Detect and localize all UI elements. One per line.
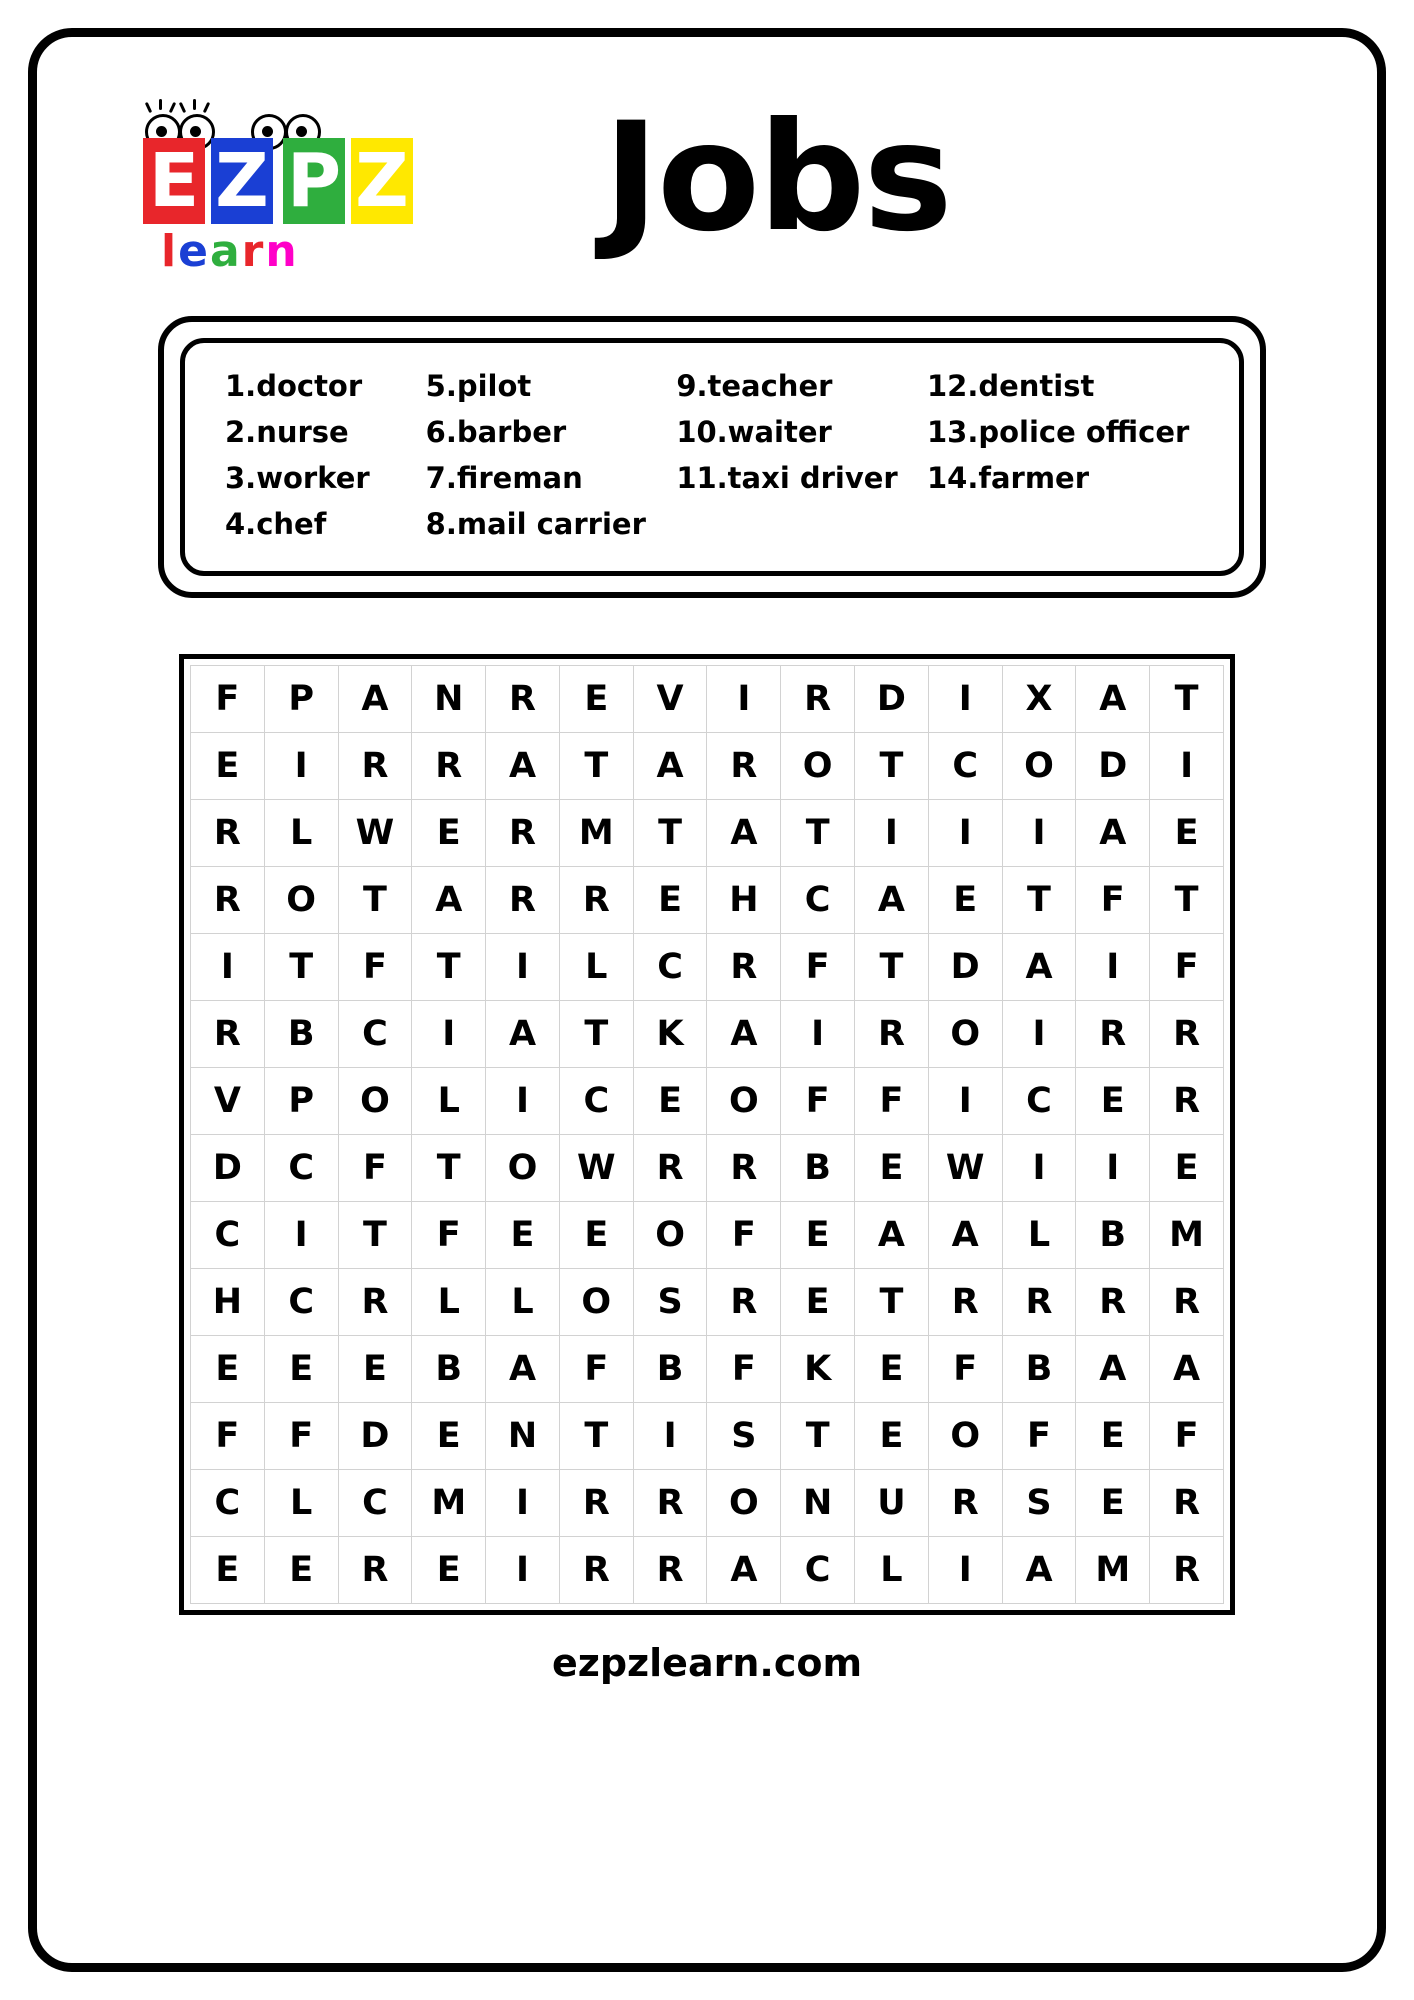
grid-cell[interactable]: R	[191, 867, 265, 934]
grid-cell[interactable]: L	[412, 1269, 486, 1336]
grid-cell[interactable]: D	[1076, 733, 1150, 800]
grid-cell[interactable]: R	[781, 666, 855, 733]
page-title: Jobs	[603, 91, 951, 265]
grid-cell[interactable]: C	[338, 1001, 412, 1068]
grid-cell[interactable]: I	[486, 1068, 560, 1135]
grid-row	[191, 1269, 1224, 1336]
grid-cell[interactable]: L	[486, 1269, 560, 1336]
grid-cell[interactable]: A	[338, 666, 412, 733]
grid-cell[interactable]: I	[1002, 1001, 1076, 1068]
grid-cell[interactable]: F	[559, 1336, 633, 1403]
grid-cell[interactable]: R	[1150, 1269, 1224, 1336]
grid-cell[interactable]: V	[191, 1068, 265, 1135]
grid-cell[interactable]: E	[1150, 800, 1224, 867]
grid-cell[interactable]: C	[338, 1470, 412, 1537]
grid-cell[interactable]: O	[264, 867, 338, 934]
grid-cell[interactable]: M	[559, 800, 633, 867]
grid-cell[interactable]: I	[191, 934, 265, 1001]
grid-cell[interactable]: T	[412, 1135, 486, 1202]
grid-cell[interactable]: R	[707, 1269, 781, 1336]
grid-cell[interactable]: A	[1076, 666, 1150, 733]
wordlist-inner	[180, 338, 1244, 576]
grid-cell[interactable]: O	[928, 1001, 1002, 1068]
grid-cell[interactable]: A	[1076, 1336, 1150, 1403]
grid-cell[interactable]: C	[191, 1202, 265, 1269]
wordlist-column-4	[927, 367, 1217, 543]
logo-letter-p: P	[283, 138, 345, 224]
grid-cell[interactable]: A	[412, 867, 486, 934]
grid-cell[interactable]: R	[1150, 1001, 1224, 1068]
grid-cell[interactable]: T	[559, 733, 633, 800]
grid-cell[interactable]: T	[1002, 867, 1076, 934]
grid-cell[interactable]: A	[928, 1202, 1002, 1269]
grid-cell[interactable]: R	[633, 1470, 707, 1537]
grid-cell[interactable]: F	[855, 1068, 929, 1135]
wordlist-item: 3.worker	[225, 461, 370, 495]
wordlist-column-1	[207, 367, 425, 543]
grid-cell[interactable]: R	[412, 733, 486, 800]
grid-cell[interactable]: M	[412, 1470, 486, 1537]
grid-cell[interactable]: E	[781, 1269, 855, 1336]
grid-cell[interactable]: B	[1002, 1336, 1076, 1403]
grid-cell[interactable]: C	[191, 1470, 265, 1537]
grid-cell[interactable]: R	[1076, 1269, 1150, 1336]
grid-cell[interactable]: E	[1076, 1068, 1150, 1135]
grid-cell[interactable]: A	[707, 1001, 781, 1068]
grid-cell[interactable]: O	[707, 1068, 781, 1135]
header	[88, 68, 1326, 298]
grid-cell[interactable]: B	[781, 1135, 855, 1202]
grid-cell[interactable]: A	[633, 733, 707, 800]
wordlist-item: 9.teacher	[676, 369, 833, 403]
grid-cell[interactable]: E	[412, 1537, 486, 1604]
wordlist-column-3	[676, 367, 926, 543]
grid-cell[interactable]: R	[928, 1470, 1002, 1537]
grid-cell[interactable]: I	[486, 1470, 560, 1537]
grid-cell[interactable]: R	[1002, 1269, 1076, 1336]
logo-letter-z: Z	[211, 138, 273, 224]
grid-cell[interactable]: E	[264, 1537, 338, 1604]
grid-cell[interactable]: R	[486, 666, 560, 733]
grid-cell[interactable]: I	[928, 666, 1002, 733]
grid-row	[191, 1403, 1224, 1470]
grid-cell[interactable]: C	[1002, 1068, 1076, 1135]
grid-cell[interactable]: O	[559, 1269, 633, 1336]
grid-cell[interactable]: S	[707, 1403, 781, 1470]
grid-cell[interactable]: R	[559, 1470, 633, 1537]
wordlist-item: 1.doctor	[225, 369, 363, 403]
grid-cell[interactable]: W	[338, 800, 412, 867]
grid-row	[191, 666, 1224, 733]
wordlist-item: 13.police officer	[926, 415, 1190, 449]
grid-cell[interactable]: T	[855, 733, 929, 800]
grid-cell[interactable]: I	[928, 1068, 1002, 1135]
grid-cell[interactable]: R	[1150, 1068, 1224, 1135]
grid-cell[interactable]: M	[1076, 1537, 1150, 1604]
grid-cell[interactable]: X	[1002, 666, 1076, 733]
grid-row	[191, 800, 1224, 867]
wordlist-item: 8.mail carrier	[425, 507, 646, 541]
grid-cell[interactable]: L	[559, 934, 633, 1001]
logo-letter-a: a	[209, 226, 242, 277]
grid-cell[interactable]: F	[338, 934, 412, 1001]
wordlist-item: 5.pilot	[425, 369, 532, 403]
grid-cell[interactable]: R	[191, 800, 265, 867]
grid-cell[interactable]: O	[928, 1403, 1002, 1470]
grid-cell[interactable]: F	[1150, 934, 1224, 1001]
grid-cell[interactable]: E	[486, 1202, 560, 1269]
grid-cell[interactable]: E	[633, 867, 707, 934]
grid-cell[interactable]: A	[1150, 1336, 1224, 1403]
grid-cell[interactable]: E	[781, 1202, 855, 1269]
grid-cell[interactable]: C	[781, 1537, 855, 1604]
grid-cell[interactable]: R	[338, 1269, 412, 1336]
grid-cell[interactable]: B	[1076, 1202, 1150, 1269]
wordlist-item: 12.dentist	[926, 369, 1095, 403]
logo-letter-l: l	[161, 226, 179, 277]
grid-cell[interactable]: H	[191, 1269, 265, 1336]
grid-cell[interactable]: E	[855, 1336, 929, 1403]
wordlist-item: 7.fireman	[425, 461, 583, 495]
grid-cell[interactable]: R	[707, 733, 781, 800]
grid-cell[interactable]: T	[633, 800, 707, 867]
grid-cell[interactable]: E	[633, 1068, 707, 1135]
grid-cell[interactable]: E	[855, 1403, 929, 1470]
grid-cell[interactable]: T	[1150, 666, 1224, 733]
grid-cell[interactable]: I	[781, 1001, 855, 1068]
letter-grid-table	[190, 665, 1224, 1604]
grid-row	[191, 733, 1224, 800]
grid-cell[interactable]: B	[412, 1336, 486, 1403]
grid-cell[interactable]: R	[486, 867, 560, 934]
grid-cell[interactable]: L	[264, 800, 338, 867]
grid-cell[interactable]: I	[1076, 1135, 1150, 1202]
wordlist-item: 10.waiter	[676, 415, 832, 449]
grid-cell[interactable]: I	[412, 1001, 486, 1068]
grid-cell[interactable]: R	[559, 1537, 633, 1604]
grid-cell[interactable]: F	[191, 666, 265, 733]
grid-cell[interactable]: I	[264, 1202, 338, 1269]
grid-cell[interactable]: C	[559, 1068, 633, 1135]
grid-cell[interactable]: A	[1076, 800, 1150, 867]
grid-cell[interactable]: O	[486, 1135, 560, 1202]
logo-letter-n: n	[265, 226, 299, 277]
grid-cell[interactable]: I	[707, 666, 781, 733]
grid-cell[interactable]: I	[486, 1537, 560, 1604]
grid-cell[interactable]: A	[486, 1001, 560, 1068]
grid-cell[interactable]: R	[928, 1269, 1002, 1336]
grid-cell[interactable]: E	[264, 1336, 338, 1403]
grid-cell[interactable]: A	[486, 733, 560, 800]
grid-cell[interactable]: D	[191, 1135, 265, 1202]
grid-cell[interactable]: K	[633, 1001, 707, 1068]
word-search-grid	[179, 654, 1235, 1615]
grid-cell[interactable]: T	[559, 1403, 633, 1470]
grid-cell[interactable]: E	[412, 800, 486, 867]
wordlist-column-2	[426, 367, 676, 543]
grid-cell[interactable]: E	[928, 867, 1002, 934]
wordlist-item: 11.taxi driver	[676, 461, 898, 495]
grid-cell[interactable]: A	[707, 1537, 781, 1604]
grid-cell[interactable]: I	[486, 934, 560, 1001]
grid-cell[interactable]: P	[264, 666, 338, 733]
grid-cell[interactable]: E	[191, 733, 265, 800]
grid-cell[interactable]: C	[633, 934, 707, 1001]
grid-cell[interactable]: O	[781, 733, 855, 800]
grid-cell[interactable]: T	[855, 1269, 929, 1336]
grid-cell[interactable]: M	[1150, 1202, 1224, 1269]
grid-cell[interactable]: L	[855, 1537, 929, 1604]
grid-cell[interactable]: E	[191, 1537, 265, 1604]
grid-cell[interactable]: L	[264, 1470, 338, 1537]
grid-cell[interactable]: E	[191, 1336, 265, 1403]
grid-cell[interactable]: R	[707, 1135, 781, 1202]
grid-cell[interactable]: F	[781, 934, 855, 1001]
grid-cell[interactable]: R	[855, 1001, 929, 1068]
grid-cell[interactable]: O	[633, 1202, 707, 1269]
grid-cell[interactable]: B	[264, 1001, 338, 1068]
grid-cell[interactable]: A	[855, 1202, 929, 1269]
grid-cell[interactable]: R	[191, 1001, 265, 1068]
grid-cell[interactable]: F	[264, 1403, 338, 1470]
grid-cell[interactable]: V	[633, 666, 707, 733]
grid-cell[interactable]: T	[338, 1202, 412, 1269]
grid-cell[interactable]: K	[781, 1336, 855, 1403]
grid-cell[interactable]: E	[1076, 1470, 1150, 1537]
wordlist-item: 4.chef	[225, 507, 327, 541]
grid-cell[interactable]: O	[707, 1470, 781, 1537]
grid-cell[interactable]: I	[1076, 934, 1150, 1001]
grid-row	[191, 1001, 1224, 1068]
logo-letter-e3: e	[178, 226, 210, 277]
grid-cell[interactable]: I	[633, 1403, 707, 1470]
grid-cell[interactable]: O	[338, 1068, 412, 1135]
grid-cell[interactable]: F	[338, 1135, 412, 1202]
grid-cell[interactable]: F	[1150, 1403, 1224, 1470]
grid-cell[interactable]: S	[633, 1269, 707, 1336]
grid-cell[interactable]: E	[1150, 1135, 1224, 1202]
grid-cell[interactable]: F	[1002, 1403, 1076, 1470]
grid-cell[interactable]: I	[1002, 1135, 1076, 1202]
grid-cell[interactable]: F	[191, 1403, 265, 1470]
grid-cell[interactable]: U	[855, 1470, 929, 1537]
grid-cell[interactable]: D	[928, 934, 1002, 1001]
grid-cell[interactable]: D	[338, 1403, 412, 1470]
grid-cell[interactable]: W	[559, 1135, 633, 1202]
grid-cell[interactable]: F	[781, 1068, 855, 1135]
grid-cell[interactable]: C	[264, 1135, 338, 1202]
grid-cell[interactable]: I	[928, 1537, 1002, 1604]
grid-cell[interactable]: T	[781, 1403, 855, 1470]
grid-cell[interactable]: N	[486, 1403, 560, 1470]
grid-cell[interactable]: R	[1150, 1537, 1224, 1604]
grid-cell[interactable]: T	[412, 934, 486, 1001]
grid-cell[interactable]: T	[855, 934, 929, 1001]
grid-cell[interactable]: I	[1002, 800, 1076, 867]
grid-cell[interactable]: R	[633, 1135, 707, 1202]
grid-cell[interactable]: T	[264, 934, 338, 1001]
grid-cell[interactable]: R	[338, 733, 412, 800]
grid-cell[interactable]: O	[1002, 733, 1076, 800]
grid-cell[interactable]: L	[1002, 1202, 1076, 1269]
grid-cell[interactable]: T	[559, 1001, 633, 1068]
grid-cell[interactable]: F	[412, 1202, 486, 1269]
grid-cell[interactable]: E	[855, 1135, 929, 1202]
logo-letter-e: E	[143, 138, 205, 224]
grid-cell[interactable]: A	[1002, 1537, 1076, 1604]
grid-cell[interactable]: C	[264, 1269, 338, 1336]
grid-row	[191, 1470, 1224, 1537]
grid-cell[interactable]: I	[928, 800, 1002, 867]
grid-row	[191, 1202, 1224, 1269]
grid-cell[interactable]: R	[707, 934, 781, 1001]
grid-cell[interactable]: I	[855, 800, 929, 867]
grid-cell[interactable]: L	[412, 1068, 486, 1135]
grid-cell[interactable]: A	[855, 867, 929, 934]
grid-cell[interactable]: T	[1150, 867, 1224, 934]
logo-letter-r: r	[241, 226, 266, 277]
grid-cell[interactable]: A	[1002, 934, 1076, 1001]
wordlist-item: 2.nurse	[225, 415, 349, 449]
grid-cell[interactable]: C	[928, 733, 1002, 800]
grid-cell[interactable]: A	[707, 800, 781, 867]
grid-cell[interactable]: R	[486, 800, 560, 867]
grid-cell[interactable]: R	[338, 1537, 412, 1604]
grid-row	[191, 1135, 1224, 1202]
grid-cell[interactable]: P	[264, 1068, 338, 1135]
wordlist-item: 6.barber	[425, 415, 567, 449]
page-content	[28, 28, 1386, 1972]
grid-cell[interactable]: E	[412, 1403, 486, 1470]
grid-cell[interactable]: R	[633, 1537, 707, 1604]
grid-cell[interactable]: R	[559, 867, 633, 934]
grid-cell[interactable]: D	[855, 666, 929, 733]
grid-cell[interactable]: I	[264, 733, 338, 800]
grid-row	[191, 934, 1224, 1001]
grid-row	[191, 1336, 1224, 1403]
grid-cell[interactable]: F	[707, 1336, 781, 1403]
grid-cell[interactable]: H	[707, 867, 781, 934]
grid-cell[interactable]: C	[781, 867, 855, 934]
logo-letter-z2: Z	[351, 138, 413, 224]
grid-cell[interactable]: B	[633, 1336, 707, 1403]
grid-cell[interactable]: W	[928, 1135, 1002, 1202]
grid-cell[interactable]: E	[1076, 1403, 1150, 1470]
grid-row	[191, 867, 1224, 934]
grid-row	[191, 1537, 1224, 1604]
grid-cell[interactable]: E	[559, 666, 633, 733]
grid-cell[interactable]: E	[559, 1202, 633, 1269]
footer-website: ezpzlearn.com	[551, 1641, 863, 1685]
grid-cell[interactable]: T	[781, 800, 855, 867]
grid-cell[interactable]: F	[707, 1202, 781, 1269]
grid-cell[interactable]: F	[1076, 867, 1150, 934]
grid-cell[interactable]: E	[338, 1336, 412, 1403]
grid-cell[interactable]: T	[338, 867, 412, 934]
grid-cell[interactable]: I	[1150, 733, 1224, 800]
wordlist-panel	[158, 316, 1266, 598]
grid-cell[interactable]: A	[486, 1336, 560, 1403]
grid-cell[interactable]: R	[1076, 1001, 1150, 1068]
grid-cell[interactable]: F	[928, 1336, 1002, 1403]
wordlist-item: 14.farmer	[926, 461, 1090, 495]
grid-row	[191, 1068, 1224, 1135]
grid-cell[interactable]: N	[412, 666, 486, 733]
grid-cell[interactable]: S	[1002, 1470, 1076, 1537]
grid-cell[interactable]: R	[1150, 1470, 1224, 1537]
grid-cell[interactable]: N	[781, 1470, 855, 1537]
